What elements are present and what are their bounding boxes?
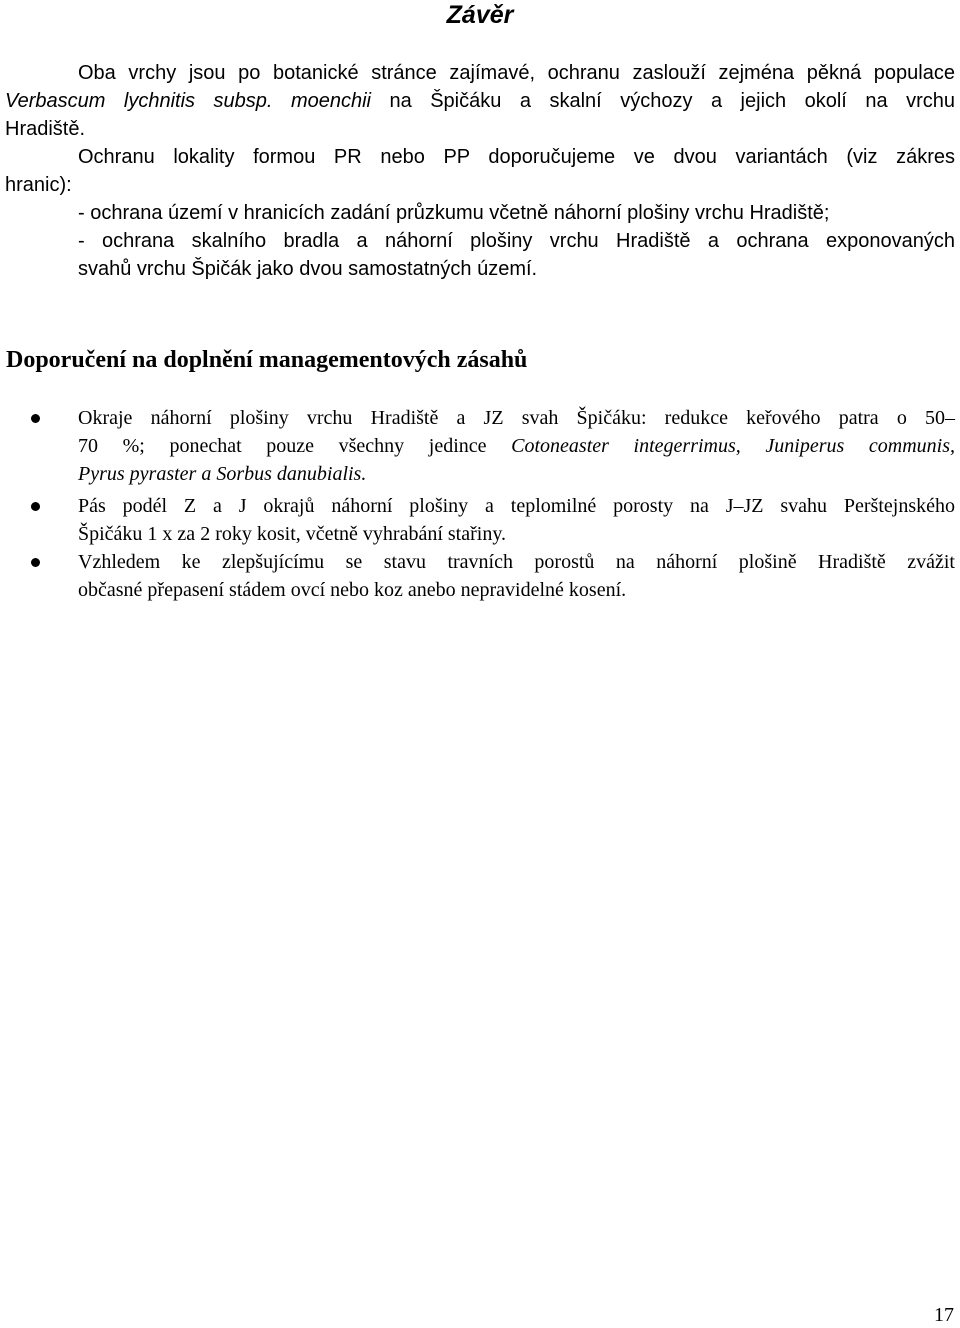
bullet-1-line3: [78, 460, 366, 488]
option-2-line2: svahů vrchu Špičák jako dvou samostatných území.: [78, 258, 538, 280]
option-1: - ochrana území v hranicích zadání průzkumu včetně náhorní plošiny vrchu Hradiště;: [78, 202, 830, 224]
bullet-dot: [31, 558, 40, 567]
bullet-3-line2: občasné přepasení stádem ovcí nebo koz anebo nepravidelné kosení.: [78, 579, 627, 601]
page-number: 17: [934, 1304, 954, 1326]
bullet-2-line1: Pás podél Z a J okrajů náhorní plošiny a teplomilné porosty na J–JZ svahu Perštejnského: [78, 495, 955, 517]
species-name: Verbascum lychnitis subsp.: [5, 90, 273, 112]
intro-p1-line1: Oba vrchy jsou po botanické stránce zajímavé, ochranu zaslouží zejména pěkná populace: [78, 62, 955, 84]
bullet-2-line2: Špičáku 1 x za 2 roky kosit, včetně vyhrabání stařiny.: [78, 523, 507, 545]
intro-p2-line2: hranic):: [5, 174, 72, 196]
section-heading: Doporučení na doplnění managementových zásahů: [6, 347, 528, 373]
bullet-dot: [31, 414, 40, 423]
bullet-dot: [31, 502, 40, 511]
bullet-1-line2: [78, 432, 955, 460]
species-list-continued: Pyrus pyraster a Sorbus danubialis.: [78, 463, 367, 485]
page-title: Závěr: [446, 1, 514, 29]
intro-p1-line3: Hradiště.: [5, 118, 86, 140]
bullet-3-line1: Vzhledem ke zlepšujícímu se stavu travních porostů na náhorní plošině Hradiště zvážit: [78, 551, 955, 573]
bullet-1-line1: Okraje náhorní plošiny vrchu Hradiště a JZ svah Špičáku: redukce keřového patra o 50–: [78, 407, 955, 429]
subspecies-name: moenchii: [290, 90, 371, 112]
bullet-1-line2-text: 70 %; ponechat pouze všechny jedince: [78, 435, 512, 457]
intro-p1-line2-text: na Špičáku a skalní výchozy a jejich okolí na vrchu: [371, 90, 955, 112]
option-2-line1: - ochrana skalního bradla a náhorní plošiny vrchu Hradiště a ochrana exponovaných: [78, 230, 955, 252]
intro-p1-line2: [5, 87, 955, 115]
intro-p2-line1: Ochranu lokality formou PR nebo PP doporučujeme ve dvou variantách (viz zákres: [78, 146, 955, 168]
species-list: Cotoneaster integerrimus, Juniperus communis,: [511, 435, 955, 457]
